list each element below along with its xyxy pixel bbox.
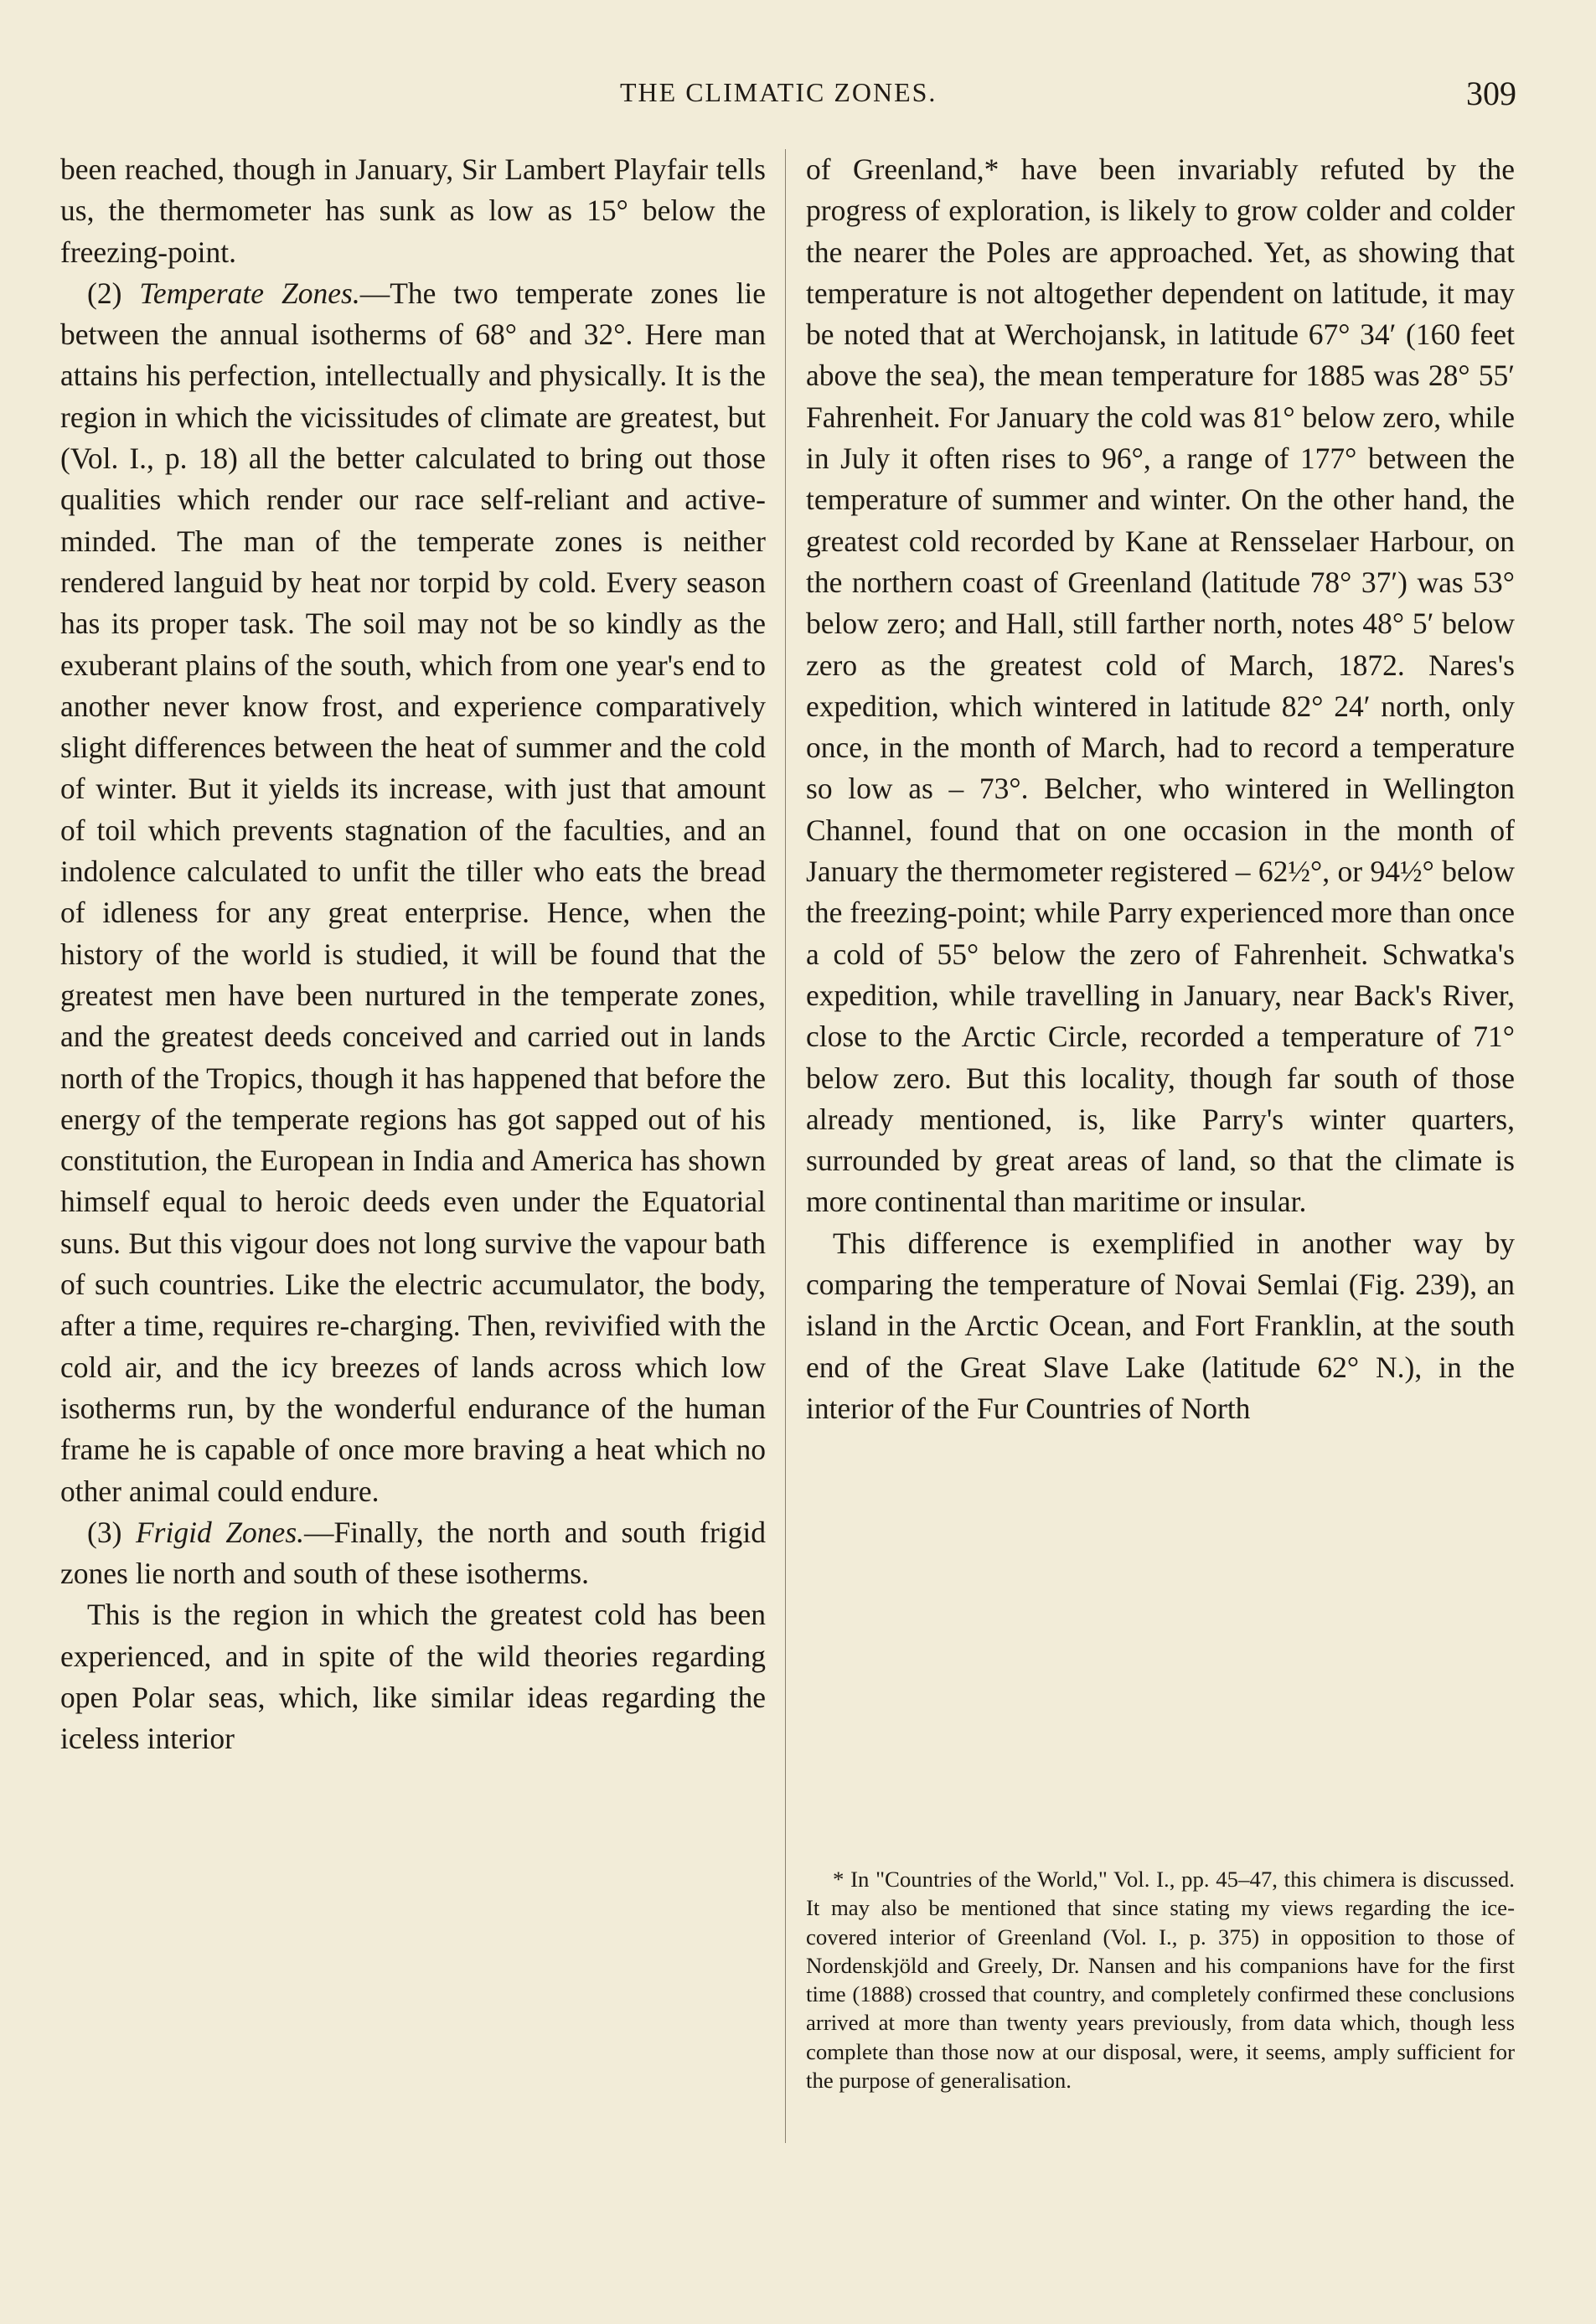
- right-column: [806, 149, 1515, 1429]
- running-head: [0, 77, 1596, 111]
- section-number: (2): [87, 276, 140, 310]
- paragraph-temperate-zones: [60, 273, 766, 1512]
- footnote-text: * In "Countries of the World," Vol. I., pp. 45–47, this chimera is discussed. It may also be mentioned that since stating my views regarding the ice-covered interior of Greenland (Vol. I., p. 375) in opposition to those of Nordenskjöld and Greely, Dr. Nansen and his companions have for the first time (1888) crossed that country, and completely confirmed these conclusions arrived at more than twenty years previously, from data which, though less complete than those now at our disposal, were, it seems, amply sufficient for the purpose of generalisation.: [806, 1867, 1515, 2094]
- paragraph-frigid-zones: [60, 1512, 766, 1595]
- paragraph-novai-semlai: This difference is exemplified in another way by comparing the temperature of Novai Semlai (Fig. 239), an island in the Arctic Ocean, and Fort Franklin, at the south end of the Great Slave Lake (latitude 62° N.), in the interior of the Fur Countries of North: [806, 1226, 1515, 1425]
- section-heading-frigid-zones: Frigid Zones.: [136, 1515, 305, 1549]
- footnote: [806, 1865, 1515, 2094]
- paragraph-text: —Finally, the north and south frigid zones lie north and south of these isotherms.: [60, 1515, 766, 1591]
- paragraph-greenland: of Greenland,* have been invariably refuted by the progress of exploration, is likely to grow colder and colder the nearer the Poles are approached. Yet, as showing that temperature is not altogether dependent on latitude, it may be noted that at Werchojansk, in latitude 67° 34′ (160 feet above the sea), the mean temperature for 1885 was 28° 55′ Fahrenheit. For January the cold was 81° below zero, while in July it often rises to 96°, a range of 177° between the temperature of summer and winter. On the other hand, the greatest cold recorded by Kane at Rensselaer Harbour, on the northern coast of Greenland (latitude 78° 37′) was 53° below zero; and Hall, still farther north, notes 48° 5′ below zero as the greatest cold of March, 1872. Nares's expedition, which wintered in latitude 82° 24′ north, only once, in the month of March, had to record a temperature so low as – 73°. Belcher, who wintered in Wellington Channel, found that on one occasion in the month of January the thermometer registered – 62½°, or 94½° below the freezing-point; while Parry experienced more than once a cold of 55° below the zero of Fahrenheit. Schwatka's expedition, while travelling in January, near Back's River, close to the Arctic Circle, recorded a temperature of 71° below zero. But this locality, though far south of those already mentioned, is, like Parry's winter quarters, surrounded by great areas of land, so that the climate is more continental than maritime or insular.: [806, 152, 1515, 1219]
- left-column: [60, 149, 766, 1760]
- paragraph-continuation: been reached, though in January, Sir Lambert Playfair tells us, the thermometer has sunk as low as 15° below the freezing-point.: [60, 152, 766, 269]
- page-number: 309: [1466, 75, 1516, 112]
- running-title: THE CLIMATIC ZONES.: [620, 77, 937, 107]
- column-divider: [785, 149, 786, 2143]
- section-heading-temperate-zones: Temperate Zones.: [139, 276, 360, 310]
- paragraph-greatest-cold: This is the region in which the greatest cold has been experienced, and in spite of the wild theories regarding open Polar seas, which, like similar ideas regarding the iceless interior: [60, 1598, 766, 1756]
- section-number: (3): [87, 1515, 136, 1549]
- paragraph-text: —The two temperate zones lie between the annual isotherms of 68° and 32°. Here man attains his perfection, intellectually and physically. It is the region in which the vicissitudes of climate are greatest, but (Vol. I., p. 18) all the better calculated to bring out those qualities which render our race self-reliant and active-minded. The man of the temperate zones is neither rendered languid by heat nor torpid by cold. Every season has its proper task. The soil may not be so kindly as the exuberant plains of the south, which from one year's end to another never know frost, and experience comparatively slight differences between the heat of summer and the cold of winter. But it yields its increase, with just that amount of toil which prevents stagnation of the faculties, and an indolence calculated to unfit the tiller who eats the bread of idleness for any great enterprise. Hence, when the history of the world is studied, it will be found that the greatest men have been nurtured in the temperate zones, and the greatest deeds conceived and carried out in lands north of the Tropics, though it has happened that before the energy of the temperate regions has got sapped out of his constitution, the European in India and America has shown himself equal to heroic deeds even under the Equatorial suns. But this vigour does not long survive the vapour bath of such countries. Like the electric accumulator, the body, after a time, requires re-charging. Then, revivified with the cold air, and the icy breezes of lands across which low isotherms run, by the wonderful endurance of the human frame he is capable of once more braving a heat which no other animal could endure.: [60, 276, 766, 1508]
